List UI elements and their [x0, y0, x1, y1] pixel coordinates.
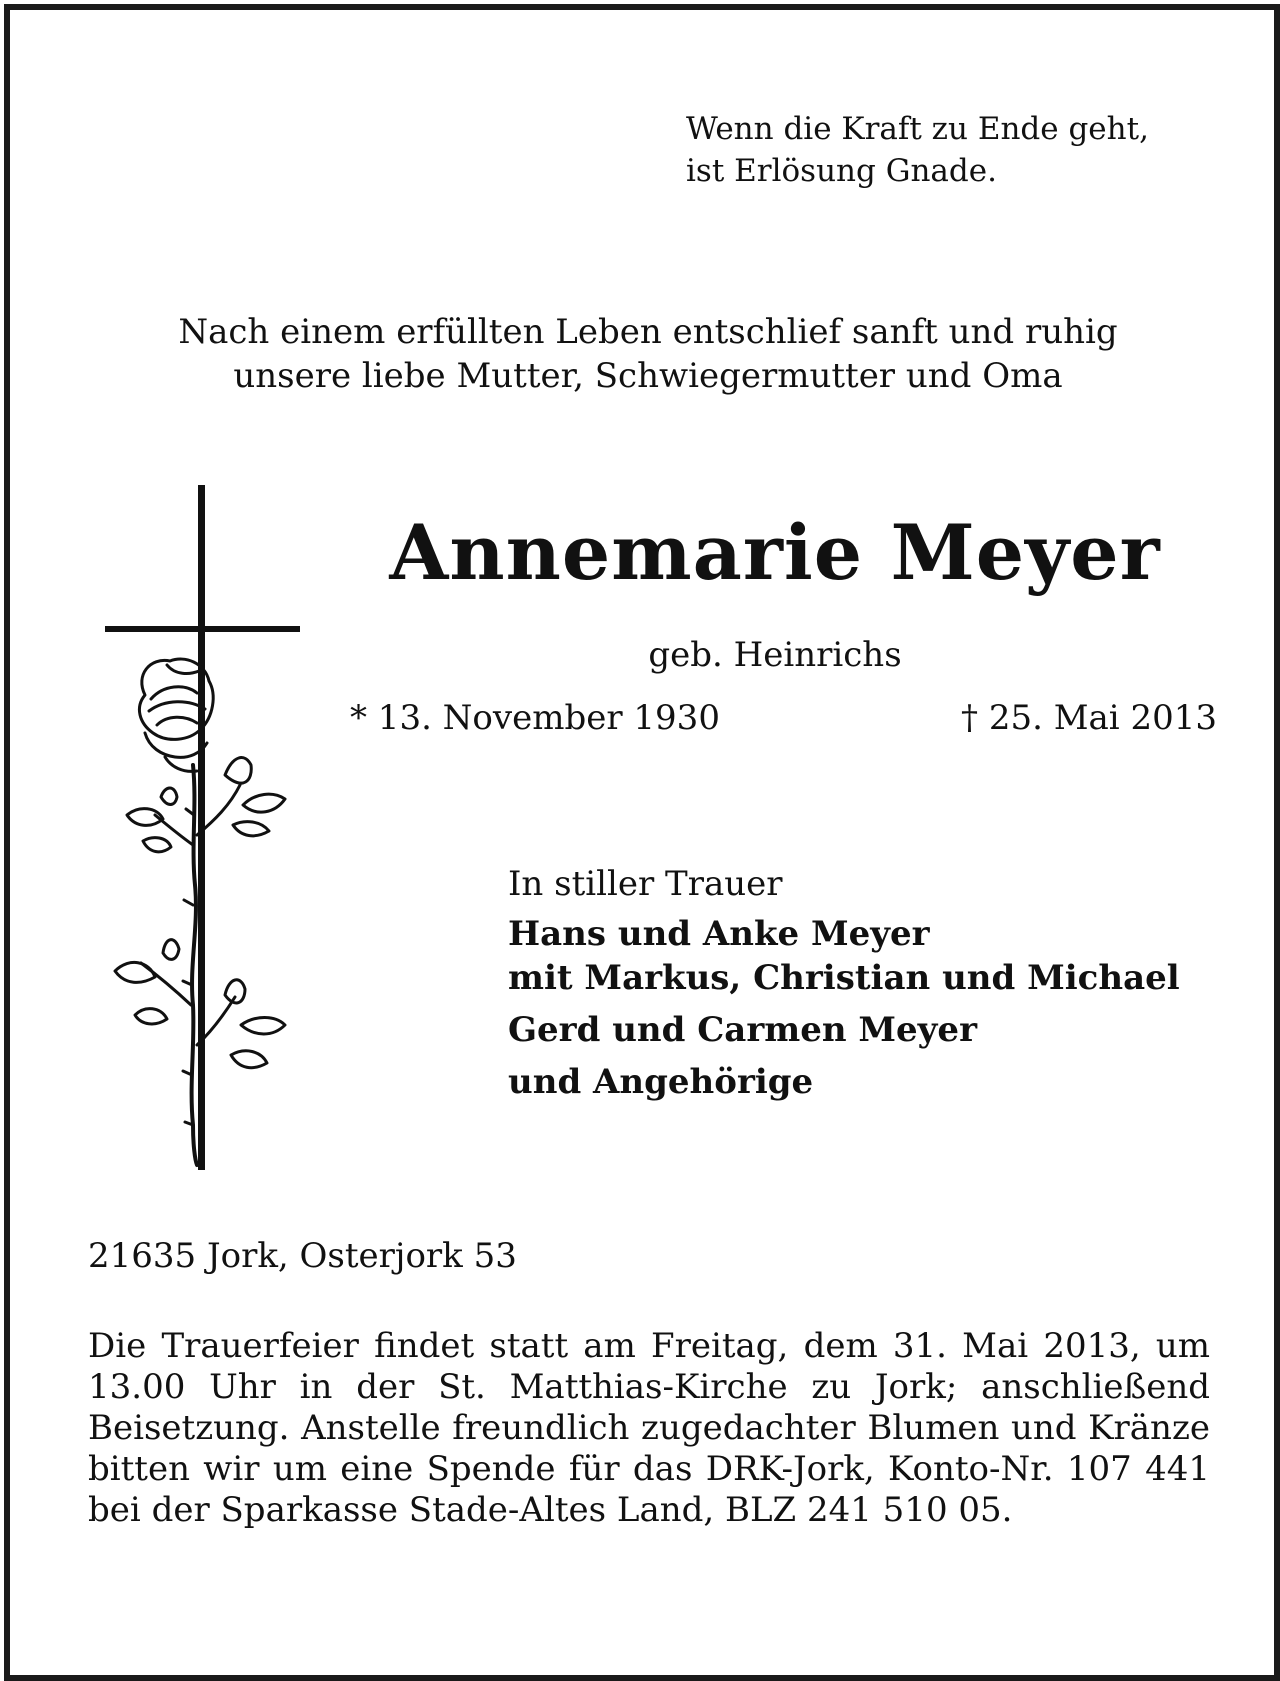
address: 21635 Jork, Osterjork 53 [88, 1236, 517, 1276]
death-date: † 25. Mai 2013 [961, 698, 1217, 738]
mourning-lead: In stiller Trauer [508, 864, 783, 904]
deceased-name: Annemarie Meyer [389, 508, 1161, 597]
motto [686, 108, 1226, 192]
maiden-name: geb. Heinrichs [648, 635, 902, 675]
mourner-relatives: und Angehörige [508, 1062, 814, 1102]
cross-with-rose-illustration [105, 485, 330, 1170]
intro-line-2: unsere liebe Mutter, Schwiegermutter und Oma [233, 356, 1063, 396]
mourner-family-2: Gerd und Carmen Meyer [508, 1010, 977, 1050]
mourners-block [508, 862, 1228, 1104]
mourner-family-1-line-1: Hans und Anke Meyer [508, 914, 930, 954]
motto-line-1: Wenn die Kraft zu Ende geht, [686, 111, 1149, 147]
obituary-notice [4, 4, 1280, 1681]
intro-text [88, 310, 1208, 398]
intro-line-1: Nach einem erfüllten Leben entschlief sanft und ruhig [178, 312, 1118, 352]
mourner-family-1-line-2: mit Markus, Christian und Michael [508, 958, 1180, 998]
funeral-notice: Die Trauerfeier findet statt am Freitag, dem 31. Mai 2013, um 13.00 Uhr in der St. Matthias-Kirche zu Jork; anschließend Beisetzung. Anstelle freundlich zugedachter Blumen und Kränze bitten wir um eine Spende für das DRK-Jork, Konto-Nr. 107 441 bei der Sparkasse Stade-Altes Land, BLZ 241 510 05. [88, 1326, 1210, 1530]
birth-date: * 13. November 1930 [350, 698, 720, 738]
cross-icon [105, 485, 300, 1170]
motto-line-2: ist Erlösung Gnade. [686, 153, 997, 189]
